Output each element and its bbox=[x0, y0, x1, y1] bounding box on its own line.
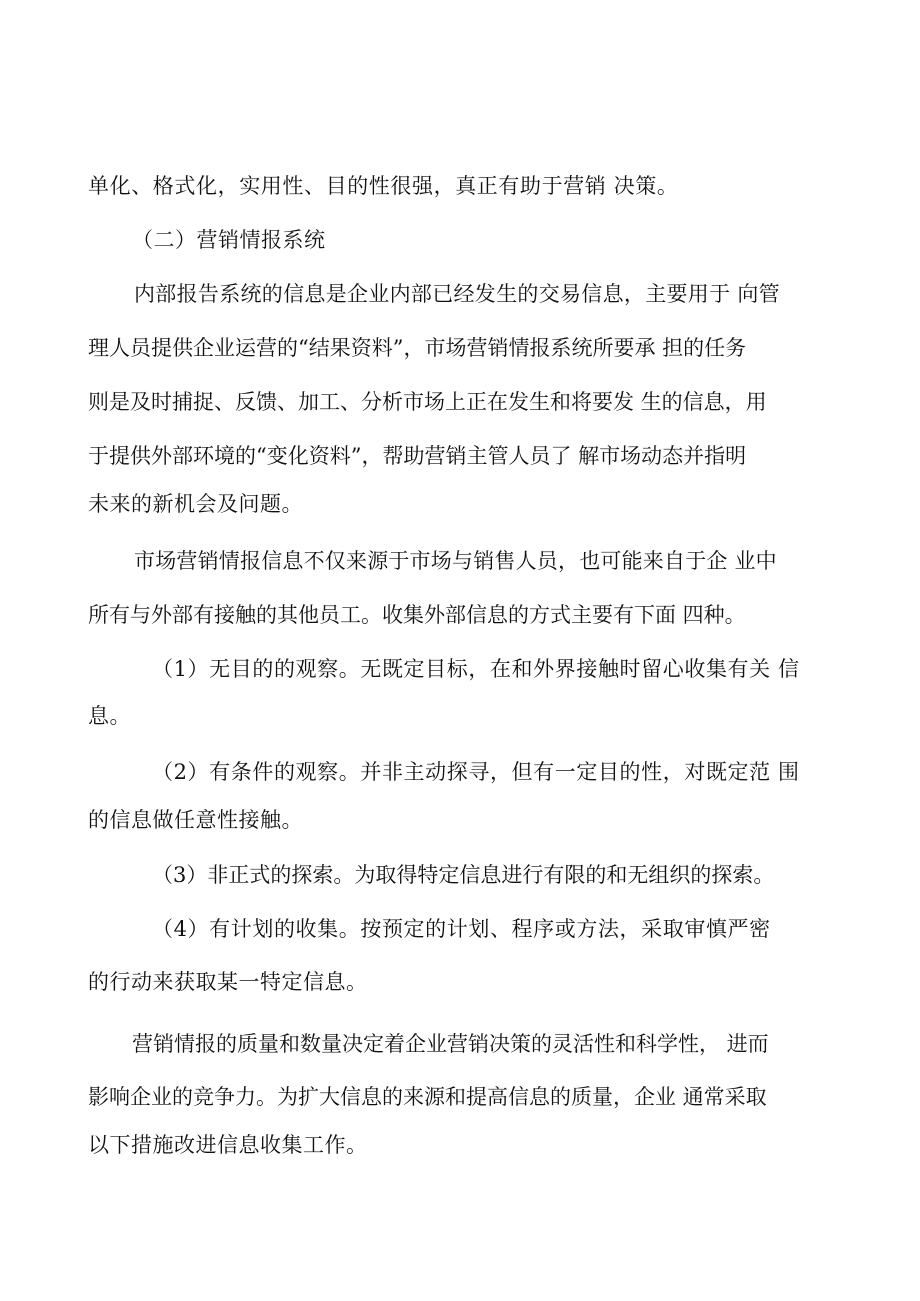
text-line: 单化、格式化，实用性、目的性很强，真正有助于营销 决策。 bbox=[88, 174, 679, 198]
text-line: 未来的新机会及问题。 bbox=[88, 492, 303, 516]
text-line: 则是及时捕捉、反馈、加工、分析市场上正在发生和将要发 生的信息，用 bbox=[88, 390, 767, 414]
text-line: （2）有条件的观察。并非主动探寻，但有一定目的性，对既定范 围 bbox=[152, 760, 800, 784]
section-heading: （二）营销情报系统 bbox=[132, 228, 326, 252]
text-line: 的行动来获取某一特定信息。 bbox=[88, 970, 368, 994]
text-line: 营销情报的质量和数量决定着企业营销决策的灵活性和科学性， 进而 bbox=[132, 1032, 769, 1056]
text-line: 的信息做任意性接触。 bbox=[88, 808, 303, 832]
text-line: （3）非正式的探索。为取得特定信息进行有限的和无组织的探索。 bbox=[152, 863, 775, 887]
text-line: 内部报告系统的信息是企业内部已经发生的交易信息，主要用于 向管 bbox=[134, 282, 780, 306]
text-line: 所有与外部有接触的其他员工。收集外部信息的方式主要有下面 四种。 bbox=[88, 603, 746, 627]
text-line: （1）无目的的观察。无既定目标，在和外界接触时留心收集有关 信 bbox=[152, 657, 800, 681]
text-line: 影响企业的竞争力。为扩大信息的来源和提高信息的质量，企业 通常采取 bbox=[88, 1085, 767, 1109]
text-line: 理人员提供企业运营的“结果资料”，市场营销情报系统所要承 担的任务 bbox=[88, 336, 747, 360]
text-line: 以下措施改进信息收集工作。 bbox=[88, 1133, 368, 1157]
text-line: 于提供外部环境的“变化资料”，帮助营销主管人员了 解市场动态并指明 bbox=[88, 444, 747, 468]
text-line: 息。 bbox=[88, 704, 131, 728]
text-line: （4）有计划的收集。按预定的计划、程序或方法，采取审慎严密 bbox=[152, 917, 771, 941]
text-line: 市场营销情报信息不仅来源于市场与销售人员，也可能来自于企 业中 bbox=[134, 549, 777, 573]
